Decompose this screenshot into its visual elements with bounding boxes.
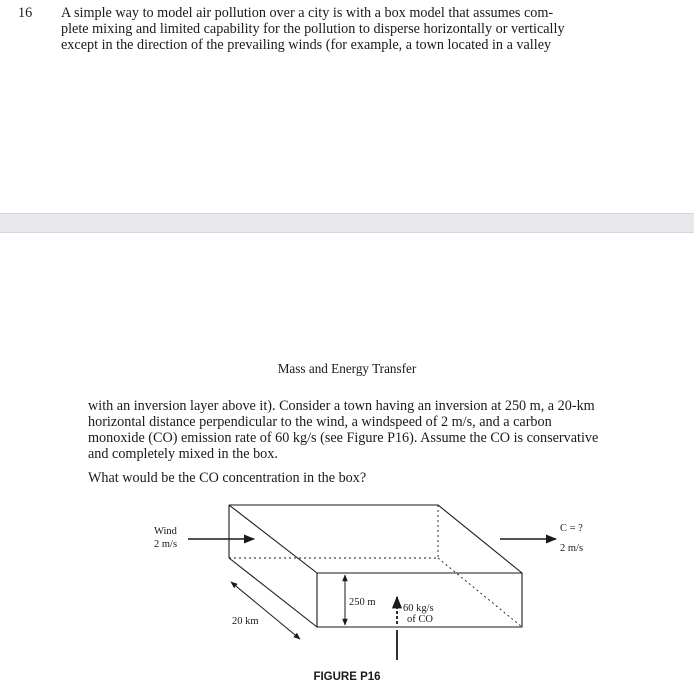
problem-number: 16 — [18, 5, 33, 21]
problem-text-line-5: horizontal distance perpendicular to the wind, a windspeed of 2 m/s, and a carbon — [88, 414, 552, 430]
question-text: What would be the CO concentration in the box? — [88, 470, 367, 486]
figure-caption: FIGURE P16 — [313, 671, 381, 683]
problem-text-line-2: plete mixing and limited capability for the pollution to disperse horizontally or vertically — [61, 21, 565, 37]
problem-text-line-3: except in the direction of the prevailing winds (for example, a town located in a valley — [61, 37, 552, 53]
height-label: 250 m — [349, 597, 376, 608]
running-head: Mass and Energy Transfer — [277, 361, 417, 376]
concentration-label: C = ? — [560, 523, 583, 534]
wind-speed-out: 2 m/s — [560, 543, 584, 554]
problem-text-line-1: A simple way to model air pollution over a city is with a box model that assumes com- — [61, 5, 554, 21]
emission-rate-label: 60 kg/s — [403, 603, 434, 614]
width-dimension-arrow — [231, 582, 300, 639]
problem-text-line-6: monoxide (CO) emission rate of 60 kg/s (see Figure P16). Assume the CO is conservative — [88, 430, 599, 446]
box-outline — [229, 505, 522, 627]
problem-text-line-4: with an inversion layer above it). Consider a town having an inversion at 250 m, a 20-km — [88, 398, 595, 414]
problem-text-line-7: and completely mixed in the box. — [88, 446, 278, 462]
hidden-edges — [229, 505, 522, 627]
emission-species-label: of CO — [407, 614, 433, 625]
wind-label: Wind — [154, 526, 177, 537]
wind-speed-in: 2 m/s — [154, 539, 178, 550]
width-label: 20 km — [232, 616, 259, 627]
